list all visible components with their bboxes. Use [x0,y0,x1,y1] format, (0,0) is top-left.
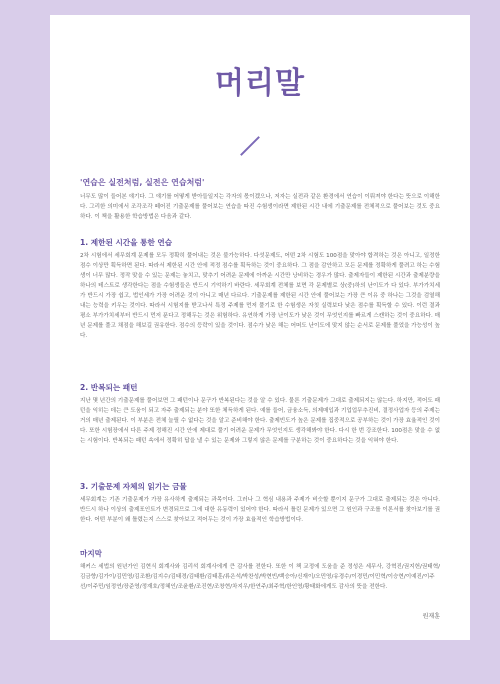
section-heading: 2. 반복되는 패턴 [80,383,138,392]
section-heading: 3. 기출문제 자체의 읽기는 금물 [80,482,187,491]
section-4 [80,548,440,592]
section-heading: 마지막 [80,549,103,558]
intro-paragraph: 너무도 많이 들어본 얘기다. 그 얘기를 어떻게 받아들일지는 각자의 몫이겠으나, 저자는 실전과 같은 환경에서 연습이 이뤄져야 한다는 뜻으로 이해한다. 그리한 의미에서 조각조각 떼어진 기출문제를 풀어보는 연습을 따진 수험생이라면 제한된 시간 내에 기출문제를 전체적으로 풀어보는 것도 중요하다. 이 책을 활용한 학습방법은 다음과 같다. [80,194,440,220]
section-paragraph: 세무회계는 기존 기출문제가 가장 유사하게 출제되는 과목이다. 그러나 그 혁심 내용과 주제가 비슷할 뿐이지 문구가 그대로 출제되는 것은 아니다. 반드시 하나 이상의 출제포인트가 변경되므로 그에 대한 유동력이 있어야 한다. 따라서 틀린 문제가 있으면 그 원인과 구조를 이론서를 찾아보기를 권한다. 어떤 부분이 왜 틀렸는지 스스로 찾아보고 적어두는 것이 가장 효율적인 학습방법이다. [80,497,440,523]
page-title: 머리말 [215,66,305,101]
author-signature: 원재훈 [422,613,440,620]
section-2 [80,382,440,446]
intro-block [80,192,440,222]
section-heading: 1. 제한된 시간을 통한 연습 [80,238,173,247]
slash-ornament [240,136,260,156]
section-1 [80,237,440,341]
section-paragraph: 2차 시험에서 세무회계 문제를 모두 정확히 풀어내는 것은 불가능하다. 다섯문제도, 어떤 2차 시험도 100점을 맞아야 합격하는 것은 아니고, 일정한 점수 이상만 획득하면 된다. 따라서 제한된 시간 안에 적정 점수를 획득하는 것이 중요하다. 그 점을 감안하고 모든 문제를 정확하게 풀려고 하는 수험생이 너무 많다. 정작 맞을 수 있는 문제는 놓치고, 맞추기 어려운 문제에 아까운 시간만 낭비하는 경우가 많다. 출제자들이 제한된 시간과 출제분량을 하나의 테스트로 생각한다는 점을 수험생들은 반드시 기억하기 바란다. 세무회계 전체를 보면 각 문제별로 상(중)하의 난이도가 다 있다. 부가가치세가 반드시 가장 쉽고, 법인세가 가장 어려운 것이 아니고 매년 다르다. 기출문제를 제한된 시간 안에 풀어보는 가장 큰 이유 중 하나는 그것을 검열해내는 능력을 키우는 것이다. 따라서 시험지를 받고나서 특정 주제를 먼저 풀기로 한 수험생은 자칫 실력보다 낮은 점수를 획득할 수 있다. 이런 결과 평소 부가가치세부터 반드시 먼저 푼다고 정해두는 것은 위험하다. 유연하게 가장 난이도가 낮은 것이 무엇인지를 빠르게 스캔하는 것이 중요하다. 매년 문제를 풀고 채점을 해보길 권유한다. 점수의 등락이 있을 것이다. 점수가 낮은 해는 어떠도 난이도에 맞지 않는 순서로 문제를 풀었을 가능성이 높다. [80,253,440,339]
section-3 [80,481,440,525]
section-paragraph: 지난 몇 년간의 기출문제를 풀어보면 그 패턴이나 문구가 반복된다는 것을 알 수 있다. 물론 기출문제가 그대로 출제되지는 않는다. 하지만, 적어도 패턴을 익히는 데는 큰 도움이 되고 자주 출제되는 분야 또한 체득하게 된다. 예를 들어, 금융소득, 의제매입과 기업업무추진비, 결정사업자 등의 주제는 거의 매년 출제된다. 이 부분은 전체 늘릴 수 없다는 것을 알고 준비해야 한다. 출제빈도가 높은 문제를 집중적으로 공부하는 것이 가장 효율적인 것이다. 또한 시험장에서 다른 주제 정해진 시간 안에 제대로 풀기 어려운 문제가 무엇인지도 생각해봐야 한다. 다시 한 번 강조한다. 100점은 맞을 수 없는 시험이다. 반복되는 패턴 속에서 정확히 답을 낼 수 있는 문제와 그렇지 않은 문제를 구분하는 것이 중요하다는 것을 익혀야 한다. [80,398,440,444]
quote-heading: '연습은 실전처럼, 실전은 연습처럼' [80,178,205,187]
section-paragraph: 해커스 세법의 원년가인 김현식 회계사와 김리석 회계사에게 큰 감사를 전한다. 또한 이 책 교정에 도움을 준 정성은 세무사, 강혁진/권지헌/권태혁/김금향/김가이/김민영/김조환/김지수/김태경/김태환/김태훈/류은석/박찬성/박현빈/백승아/신재이/오민영/유경수/이경민/이민혁/이승현/이예진/이주선/이주민/임정연/장준영/정재호/정혜인/조윤환/조진현/조창현/차지우/한연주/최주혁/한인영/황태화에게도 감사의 뜻을 전한다. [80,564,440,590]
preface-page [50,15,470,640]
